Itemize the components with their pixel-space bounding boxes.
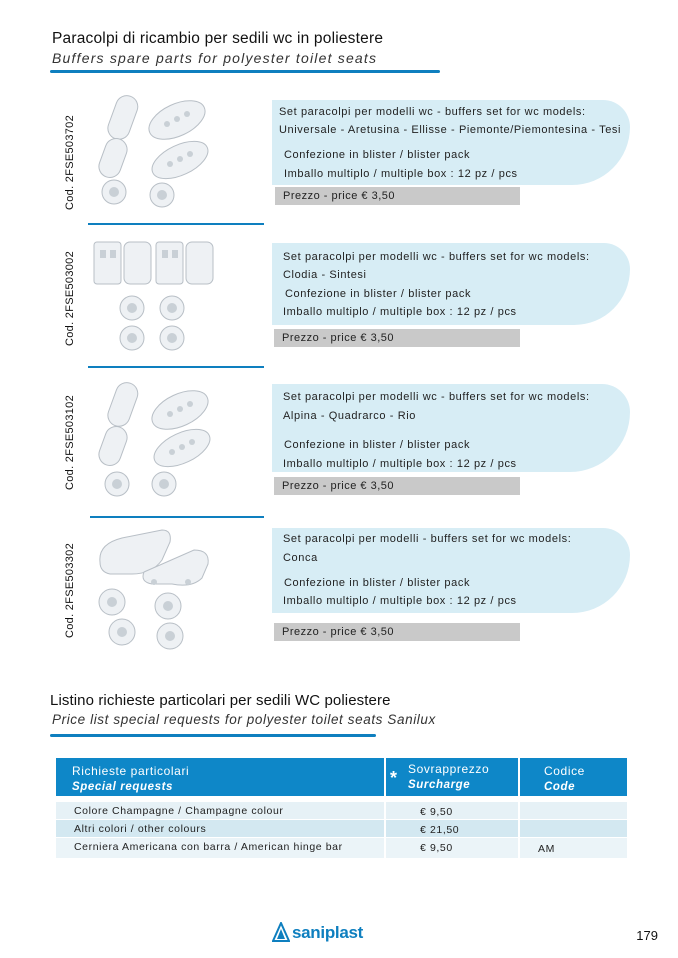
request-price: € 9,50 xyxy=(420,806,453,818)
product-models: Conca xyxy=(283,552,318,564)
buffer-set-image xyxy=(92,238,217,358)
product-line1: Set paracolpi per modelli wc - buffers set for wc models: xyxy=(283,391,590,403)
product-price: Prezzo - price € 3,50 xyxy=(274,329,520,347)
product-pack: Confezione in blister / blister pack xyxy=(284,149,471,161)
request-label: Colore Champagne / Champagne colour xyxy=(74,805,284,817)
product-box: Imballo multiplo / multiple box : 12 pz / pcs xyxy=(283,595,517,607)
product-models: Alpina - Quadrarco - Rio xyxy=(283,410,417,422)
buffer-set-image xyxy=(92,522,224,652)
product-code: Cod. 2FSE503302 xyxy=(64,542,76,638)
saniplast-logo: saniplast xyxy=(292,923,363,942)
request-code: AM xyxy=(538,843,555,855)
asterisk-mark: * xyxy=(390,768,398,788)
product-models: Clodia - Sintesi xyxy=(283,269,367,281)
product-pack: Confezione in blister / blister pack xyxy=(285,288,472,300)
product-line1: Set paracolpi per modelli wc - buffers set for wc models: xyxy=(279,106,586,118)
product-line1: Set paracolpi per modelli wc - buffers set for wc models: xyxy=(283,251,590,263)
header-surcharge-en: Surcharge xyxy=(408,779,471,791)
buffer-set-image xyxy=(92,90,212,215)
product-pack: Confezione in blister / blister pack xyxy=(284,439,471,451)
pricelist-subtitle: Price list special requests for polyester toilet seats Sanilux xyxy=(52,712,436,727)
table-row xyxy=(520,838,627,858)
product-box: Imballo multiplo / multiple box : 12 pz / pcs xyxy=(283,458,517,470)
product-price: Prezzo - price € 3,50 xyxy=(274,477,520,495)
product-code: Cod. 2FSE503702 xyxy=(64,114,76,210)
product-price: Prezzo - price € 3,50 xyxy=(275,187,520,205)
saniplast-logo-icon xyxy=(272,922,290,942)
pricelist-rule xyxy=(50,734,376,737)
header-code-it: Codice xyxy=(544,764,585,778)
product-models: Universale - Aretusina - Ellisse - Piemonte/Piemontesina - Tesi xyxy=(279,124,622,136)
product-price: Prezzo - price € 3,50 xyxy=(274,623,520,641)
product-code: Cod. 2FSE503102 xyxy=(64,394,76,490)
page-number: 179 xyxy=(636,928,658,943)
product-pack: Confezione in blister / blister pack xyxy=(284,577,471,589)
product-box: Imballo multiplo / multiple box : 12 pz / pcs xyxy=(284,168,518,180)
header-surcharge-it: Sovrapprezzo xyxy=(408,762,490,776)
pricelist-title: Listino richieste particolari per sedili WC poliestere xyxy=(50,692,391,709)
request-price: € 21,50 xyxy=(420,824,460,836)
request-label: Cerniera Americana con barra / American hinge bar xyxy=(74,841,343,853)
product-code: Cod. 2FSE503002 xyxy=(64,250,76,346)
table-row xyxy=(520,820,627,837)
product-separator xyxy=(88,223,264,225)
product-line1: Set paracolpi per modelli - buffers set for wc models: xyxy=(283,533,572,545)
request-label: Altri colori / other colours xyxy=(74,823,207,835)
product-box: Imballo multiplo / multiple box : 12 pz / pcs xyxy=(283,306,517,318)
table-row xyxy=(520,802,627,819)
page-subtitle: Buffers spare parts for polyester toilet seats xyxy=(52,50,378,66)
product-separator xyxy=(88,366,264,368)
buffer-set-image xyxy=(92,378,217,503)
header-requests-it: Richieste particolari xyxy=(72,764,190,778)
product-separator xyxy=(90,516,264,518)
header-requests-en: Special requests xyxy=(72,781,174,793)
header-code-en: Code xyxy=(544,781,576,793)
request-price: € 9,50 xyxy=(420,842,453,854)
page-title: Paracolpi di ricambio per sedili wc in poliestere xyxy=(52,30,384,47)
title-rule xyxy=(50,70,440,73)
